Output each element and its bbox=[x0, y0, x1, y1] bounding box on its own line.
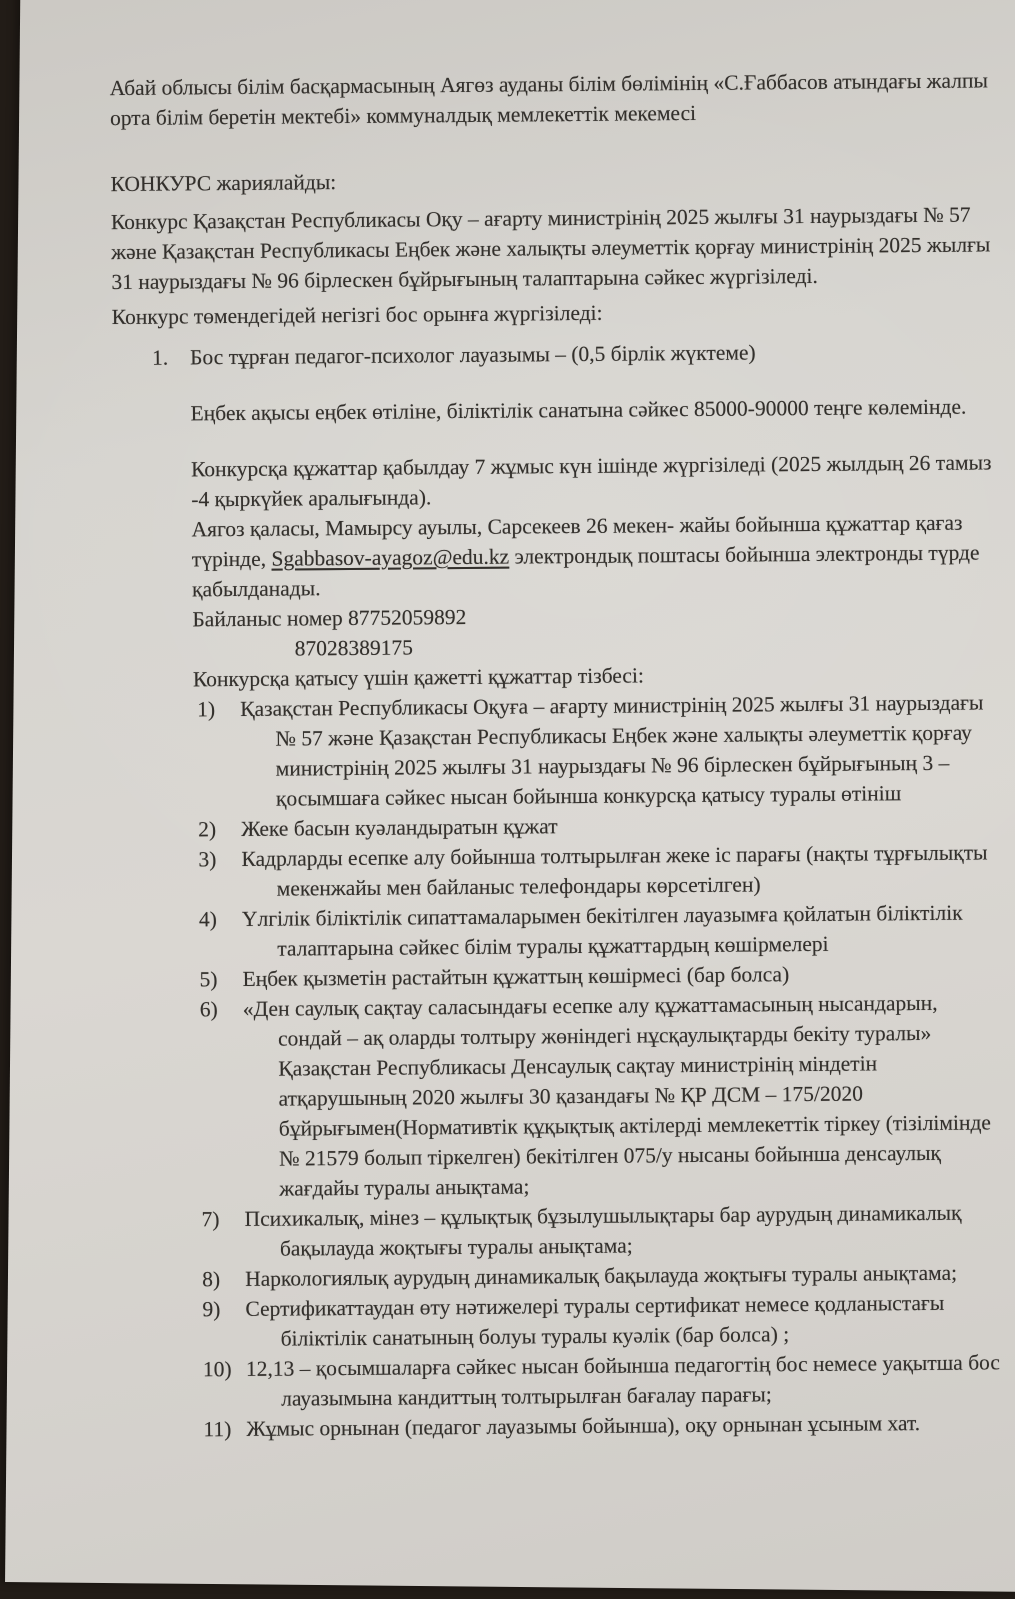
list-item-number: 8) bbox=[202, 1267, 221, 1292]
contact-phone-line: Байланыс номер 87752059892 bbox=[192, 604, 467, 632]
list-item-number: 1) bbox=[197, 697, 216, 722]
list-item bbox=[118, 987, 1004, 1205]
contact-phone-2: 87028389175 bbox=[294, 635, 413, 661]
list-item-number: 10) bbox=[202, 1357, 232, 1382]
list-item-text: Психикалық, мінез – құлықтық бұзылушылықтары бар аурудың динамикалық бақылауда жоқтығы туралы анықтама; bbox=[244, 1200, 962, 1261]
documents-list-heading: Конкурсқа қатысу үшін қажетті құжаттар тізбесі: bbox=[192, 663, 644, 692]
list-item bbox=[116, 837, 1000, 905]
list-item-number: 5) bbox=[199, 967, 218, 992]
list-item bbox=[119, 1197, 1003, 1265]
email-address: Sgabbasov-ayagoz@edu.kz bbox=[271, 544, 510, 571]
list-item-text: Еңбек қызметін растайтын құжаттың көшірмесі (бар болса) bbox=[242, 962, 790, 991]
list-item-number: 9) bbox=[202, 1297, 221, 1322]
documents-list bbox=[115, 687, 1006, 1445]
list-item bbox=[117, 897, 1001, 965]
list-item-number: 3) bbox=[198, 847, 217, 872]
list-item bbox=[121, 1347, 1005, 1415]
list-item-number: 11) bbox=[203, 1417, 232, 1442]
list-item bbox=[120, 1287, 1004, 1355]
list-item-number: 2) bbox=[198, 817, 217, 842]
address-paragraph bbox=[113, 507, 998, 605]
address-text-before: Аягоз қаласы, Мамырсу ауылы, Сарсекеев 26 мекен- жайы бойынша құжаттар қағаз түрінде, bbox=[191, 510, 963, 572]
vacancy-item bbox=[112, 335, 996, 373]
document-content bbox=[110, 65, 1006, 1445]
list-item bbox=[121, 1407, 1005, 1445]
list-item-text: «Ден саулық сақтау саласындағы есепке алу құжаттамасының нысандарын, сондай – ақ оларды толтыру жөніндегі нұсқаулықтарды бекіту туралы» Қазақстан Республикасы Денсаулық сақтау министрінің міндетін атқарушының 2020 жылғы 30 қазандағы № ҚР ДСМ – 175/2020 бұйрығымен(Нормативтік құқықтық актілерді мемлекеттік тіркеу (тізілімінде № 21579 болып тіркелген) бекітілген 075/у нысаны бойынша денсаулық жағдайы туралы анықтама; bbox=[242, 990, 992, 1201]
organization-header: Абай облысы білім басқармасының Аягөз ауданы білім бөлімінің «С.Ғаббасов атындағы жалпы орта білім беретін мектебі» коммуналдық мемлекеттік мекемесі bbox=[109, 68, 989, 131]
list-item-text: Кадрларды есепке алу бойынша толтырылған жеке іс парағы (нақты тұрғылықты мекенжайы мен байланыс телефондары көрсетілген) bbox=[241, 840, 988, 901]
list-item-text: Үлгілік біліктілік сипаттамаларымен бекітілген лауазымға қойлатын біліктілік талаптарына сәйкес білім туралы құжаттардың көшірмелері bbox=[241, 900, 963, 961]
list-item bbox=[115, 687, 1000, 815]
list-item-text: 12,13 – қосымшаларға сәйкес нысан бойынша педагогтің бос немесе уақытша бос лауазымына кандиттың толтырылған бағалау парағы; bbox=[245, 1350, 1001, 1411]
salary-paragraph: Еңбек ақысы еңбек өтіліне, біліктілік санатына сәйкес 85000-90000 теңге көлемінде. bbox=[190, 394, 967, 426]
announcement-heading: КОНКУРС жариялайды: bbox=[110, 170, 337, 197]
vacancy-number: 1. bbox=[151, 345, 169, 370]
address-text-after: электрондық поштасы бойынша электронды түрде қабылданады. bbox=[192, 540, 980, 602]
list-item-text: Наркологиялық аурудың динамикалық бақылауда жоқтығы туралы анықтама; bbox=[245, 1260, 958, 1291]
list-item-number: 4) bbox=[198, 907, 218, 932]
document-page bbox=[5, 0, 1015, 1592]
list-item-text: Сертификаттаудан өту нәтижелері туралы сертификат немесе қодланыстағы біліктілік санатының болуы туралы куәлік (бар болса) ; bbox=[245, 1290, 945, 1351]
vacancy-intro: Конкурс төмендегідей негізгі бос орынға жүргізіледі: bbox=[111, 300, 603, 330]
list-item-text: Жеке басын куәландыратын құжат bbox=[241, 814, 558, 841]
vacancy-text: Бос тұрған педагог-психолог лауазымы – (0,5 бірлік жүктеме) bbox=[189, 340, 756, 370]
list-item-number: 6) bbox=[199, 997, 218, 1022]
intro-paragraph: Конкурс Қазақстан Республикасы Оқу – ағарту министрінің 2025 жылғы 31 наурыздағы № 57 және Қазақстан Республикасы Еңбек және халықты әлеуметтік қорғау министрінің 2025 жылғы 31 наурыздағы № 96 бірлескен бұйрығының талаптарына сәйкес жүргізіледі. bbox=[110, 202, 991, 295]
deadline-paragraph: Конкурсқа құжаттар қабылдау 7 жұмыс күн ішінде жүргізіледі (2025 жылдың 26 тамыз -4 қыркүйек аралығында). bbox=[190, 450, 992, 512]
list-item-number: 7) bbox=[201, 1207, 220, 1232]
list-item-text: Қазақстан Республикасы Оқуға – ағарту министрінің 2025 жылғы 31 наурыздағы № 57 және Қазақстан Республикасы Еңбек және халықты әлеуметтік қорғау министрінің 2025 жылғы 31 наурыздағы № 96 бірлескен бұйрығының 3 – қосымшаға сәйкес нысан бойынша конкурсқа қатысу туралы өтініш bbox=[240, 690, 984, 811]
list-item-text: Жұмыс орнынан (педагог лауазымы бойынша), оқу орнынан ұсыным хат. bbox=[246, 1411, 921, 1441]
